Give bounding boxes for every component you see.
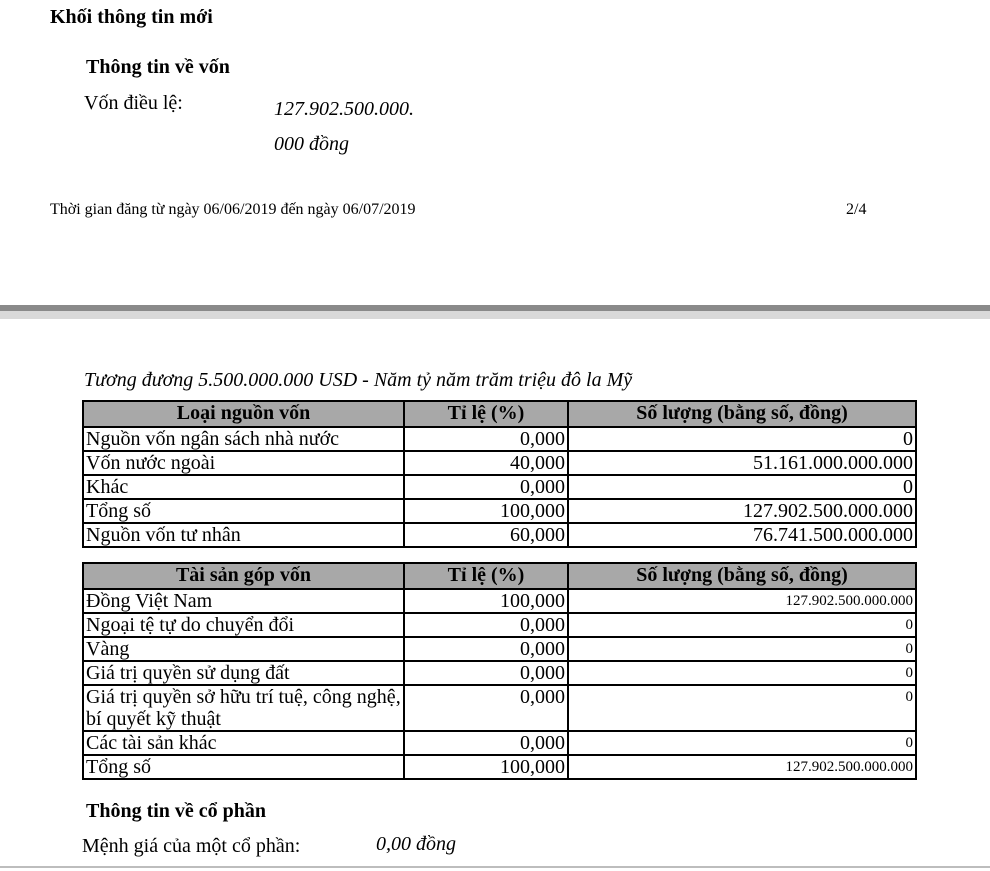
row-name: Giá trị quyền sở hữu trí tuệ, công nghệ, bí quyết kỹ thuật bbox=[83, 685, 404, 731]
row-name: Nguồn vốn tư nhân bbox=[83, 523, 404, 547]
row-name: Các tài sản khác bbox=[83, 731, 404, 755]
row-rate: 0,000 bbox=[404, 427, 568, 451]
row-rate: 100,000 bbox=[404, 499, 568, 523]
row-name: Ngoại tệ tự do chuyển đổi bbox=[83, 613, 404, 637]
row-amount: 0 bbox=[568, 427, 916, 451]
row-name: Khác bbox=[83, 475, 404, 499]
charter-capital-value-line2: 000 đồng bbox=[274, 133, 349, 155]
table-row bbox=[83, 523, 916, 547]
header-rate: Tỉ lệ (%) bbox=[404, 563, 568, 589]
row-rate: 60,000 bbox=[404, 523, 568, 547]
table-header-row bbox=[83, 401, 916, 427]
bottom-divider bbox=[0, 866, 990, 868]
row-rate: 0,000 bbox=[404, 613, 568, 637]
row-rate: 0,000 bbox=[404, 685, 568, 731]
row-amount: 0 bbox=[568, 613, 916, 637]
header-rate: Tỉ lệ (%) bbox=[404, 401, 568, 427]
header-amount: Số lượng (bằng số, đồng) bbox=[568, 563, 916, 589]
header-asset-type: Tài sản góp vốn bbox=[83, 563, 404, 589]
table-row bbox=[83, 589, 916, 613]
row-amount: 0 bbox=[568, 685, 916, 731]
row-amount: 76.741.500.000.000 bbox=[568, 523, 916, 547]
header-source-type: Loại nguồn vốn bbox=[83, 401, 404, 427]
header-amount: Số lượng (bằng số, đồng) bbox=[568, 401, 916, 427]
row-amount: 51.161.000.000.000 bbox=[568, 451, 916, 475]
page-separator-shadow bbox=[0, 311, 990, 319]
share-par-value: 0,00 đồng bbox=[376, 833, 456, 855]
row-rate: 100,000 bbox=[404, 589, 568, 613]
table-row bbox=[83, 755, 916, 779]
row-name: Đồng Việt Nam bbox=[83, 589, 404, 613]
table-row bbox=[83, 685, 916, 731]
row-rate: 0,000 bbox=[404, 731, 568, 755]
page-number: 2/4 bbox=[846, 201, 867, 218]
charter-capital-label: Vốn điều lệ: bbox=[84, 92, 183, 114]
row-rate: 0,000 bbox=[404, 661, 568, 685]
row-amount: 127.902.500.000.000 bbox=[568, 589, 916, 613]
row-rate: 40,000 bbox=[404, 451, 568, 475]
row-amount: 0 bbox=[568, 731, 916, 755]
table-row bbox=[83, 613, 916, 637]
table-header-row bbox=[83, 563, 916, 589]
row-amount: 0 bbox=[568, 475, 916, 499]
block-title: Khối thông tin mới bbox=[50, 6, 213, 28]
capital-section-title: Thông tin về vốn bbox=[86, 56, 230, 78]
usd-equivalent: Tương đương 5.500.000.000 USD - Năm tỷ năm trăm triệu đô la Mỹ bbox=[84, 369, 633, 391]
shares-section-title: Thông tin về cổ phần bbox=[86, 800, 267, 822]
row-name: Vàng bbox=[83, 637, 404, 661]
posting-period: Thời gian đăng từ ngày 06/06/2019 đến ngày 06/07/2019 bbox=[50, 201, 416, 218]
share-par-value-label: Mệnh giá của một cổ phần: bbox=[82, 835, 301, 857]
row-rate: 100,000 bbox=[404, 755, 568, 779]
table-row bbox=[83, 475, 916, 499]
row-name: Giá trị quyền sử dụng đất bbox=[83, 661, 404, 685]
row-name: Nguồn vốn ngân sách nhà nước bbox=[83, 427, 404, 451]
row-rate: 0,000 bbox=[404, 637, 568, 661]
capital-source-table bbox=[82, 400, 917, 548]
charter-capital-value bbox=[274, 92, 474, 162]
table-row bbox=[83, 637, 916, 661]
row-amount: 127.902.500.000.000 bbox=[568, 499, 916, 523]
contributed-assets-table bbox=[82, 562, 917, 780]
table-row bbox=[83, 661, 916, 685]
row-rate: 0,000 bbox=[404, 475, 568, 499]
row-name: Tổng số bbox=[83, 755, 404, 779]
row-name: Tổng số bbox=[83, 499, 404, 523]
row-amount: 127.902.500.000.000 bbox=[568, 755, 916, 779]
row-amount: 0 bbox=[568, 661, 916, 685]
table-row bbox=[83, 731, 916, 755]
table-row bbox=[83, 451, 916, 475]
table-row bbox=[83, 499, 916, 523]
table-row bbox=[83, 427, 916, 451]
row-name: Vốn nước ngoài bbox=[83, 451, 404, 475]
charter-capital-value-line1: 127.902.500.000. bbox=[274, 98, 414, 120]
row-amount: 0 bbox=[568, 637, 916, 661]
